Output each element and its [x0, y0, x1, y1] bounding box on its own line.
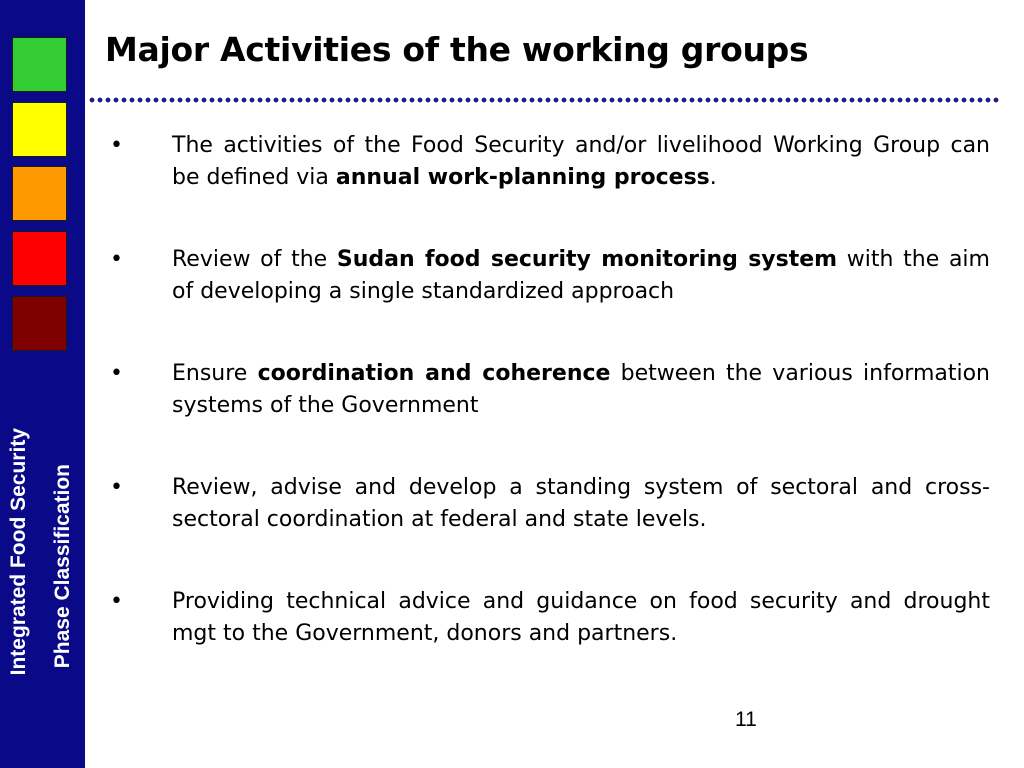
bullet-text: The activities of the Food Security and/or livelihood Working Group can be defined via [172, 133, 990, 190]
bullet-item [110, 472, 990, 536]
page-number: 11 [735, 708, 757, 731]
bullet-marker: • [110, 247, 123, 272]
bullet-marker: • [110, 589, 123, 614]
bullet-text-end: between the various information systems of the Government [172, 361, 990, 418]
dark-red-phase-swatch [12, 296, 67, 351]
bullet-emphasis: coordination and coherence [257, 361, 611, 386]
sidebar-label-line1: Integrated Food Security [7, 427, 30, 675]
bullet-marker: • [110, 133, 123, 158]
bullet-marker: • [110, 475, 123, 500]
green-phase-swatch [12, 37, 67, 92]
red-phase-swatch [12, 231, 67, 286]
bullet-text-end: with the aim of developing a single standardized approach [172, 247, 990, 304]
yellow-phase-swatch [12, 102, 67, 157]
bullet-text-end: . [709, 165, 717, 190]
bullet-item [110, 358, 990, 422]
bullet-item [110, 586, 990, 650]
orange-phase-swatch [12, 166, 67, 221]
sidebar-label [0, 370, 85, 730]
bullet-item [110, 130, 990, 194]
bullet-emphasis: annual work-planning process [335, 165, 710, 190]
bullet-emphasis: Sudan food security monitoring system [336, 247, 838, 272]
bullet-text: Review of the [172, 247, 337, 272]
slide-title: Major Activities of the working groups [105, 30, 809, 69]
bullet-item [110, 244, 990, 308]
sidebar-label-line2: Phase Classification [51, 463, 74, 668]
bullet-text: Ensure [172, 361, 258, 386]
bullet-marker: • [110, 361, 123, 386]
sidebar [0, 0, 85, 768]
bullet-list [110, 130, 990, 650]
dotted-divider [88, 97, 1000, 103]
bullet-text: Review, advise and develop a standing system of sectoral and cross-sectoral coordination at federal and state levels. [172, 475, 990, 532]
bullet-text: Providing technical advice and guidance on food security and drought mgt to the Government, donors and partners. [172, 589, 990, 646]
